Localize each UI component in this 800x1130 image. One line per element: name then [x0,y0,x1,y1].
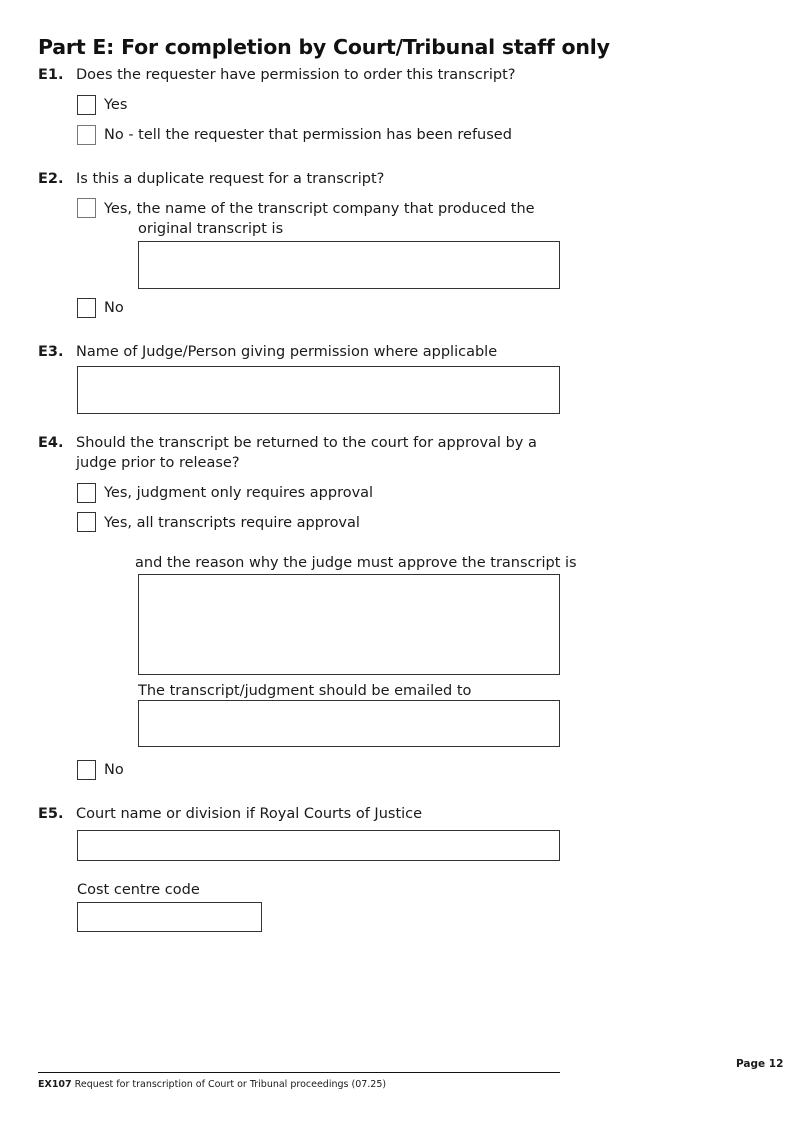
e4-all-transcripts-checkbox[interactable] [77,512,96,532]
question-text-e2: Is this a duplicate request for a transcript? [76,171,385,187]
e1-yes-checkbox[interactable] [77,95,96,115]
question-text-e5: Court name or division if Royal Courts of Justice [76,806,423,822]
e2-no-checkbox[interactable] [77,298,96,318]
question-number-e2: E2. [38,171,64,187]
form-code: EX107 [38,1079,72,1090]
cost-centre-label: Cost centre code [77,882,200,898]
question-text-e4-line1: Should the transcript be returned to the court for approval by a [76,435,537,451]
email-to-field[interactable] [138,700,560,747]
email-to-label: The transcript/judgment should be emailed to [138,683,472,699]
question-number-e1: E1. [38,67,64,83]
judge-name-field[interactable] [77,366,560,414]
e4-judgment-only-label: Yes, judgment only requires approval [104,485,374,501]
question-text-e4-line2: judge prior to release? [76,455,240,471]
question-number-e3: E3. [38,344,64,360]
question-text-e3: Name of Judge/Person giving permission where applicable [76,344,498,360]
approval-reason-field[interactable] [138,574,560,675]
cost-centre-field[interactable] [77,902,262,932]
approval-reason-label: and the reason why the judge must approve the transcript is [135,555,577,571]
e4-judgment-only-checkbox[interactable] [77,483,96,503]
e2-yes-checkbox[interactable] [77,198,96,218]
e4-no-checkbox[interactable] [77,760,96,780]
e1-no-label: No - tell the requester that permission has been refused [104,127,512,143]
e1-yes-label: Yes [104,97,128,113]
e4-no-label: No [104,762,124,778]
page-title: Part E: For completion by Court/Tribunal staff only [38,35,610,59]
e1-no-checkbox[interactable] [77,125,96,145]
question-number-e5: E5. [38,806,64,822]
e4-all-transcripts-label: Yes, all transcripts require approval [104,515,360,531]
page-number: Page 12 [736,1058,784,1070]
question-text-e1: Does the requester have permission to order this transcript? [76,67,516,83]
transcript-company-field[interactable] [138,241,560,289]
court-name-field[interactable] [77,830,560,861]
question-number-e4: E4. [38,435,64,451]
e2-yes-label-line1: Yes, the name of the transcript company that produced the [104,201,535,217]
form-title: Request for transcription of Court or Tribunal proceedings (07.25) [71,1079,387,1090]
footer-divider [38,1072,560,1073]
e2-yes-label-line2: original transcript is [138,221,284,237]
footer-text [38,1079,386,1090]
e2-no-label: No [104,300,124,316]
